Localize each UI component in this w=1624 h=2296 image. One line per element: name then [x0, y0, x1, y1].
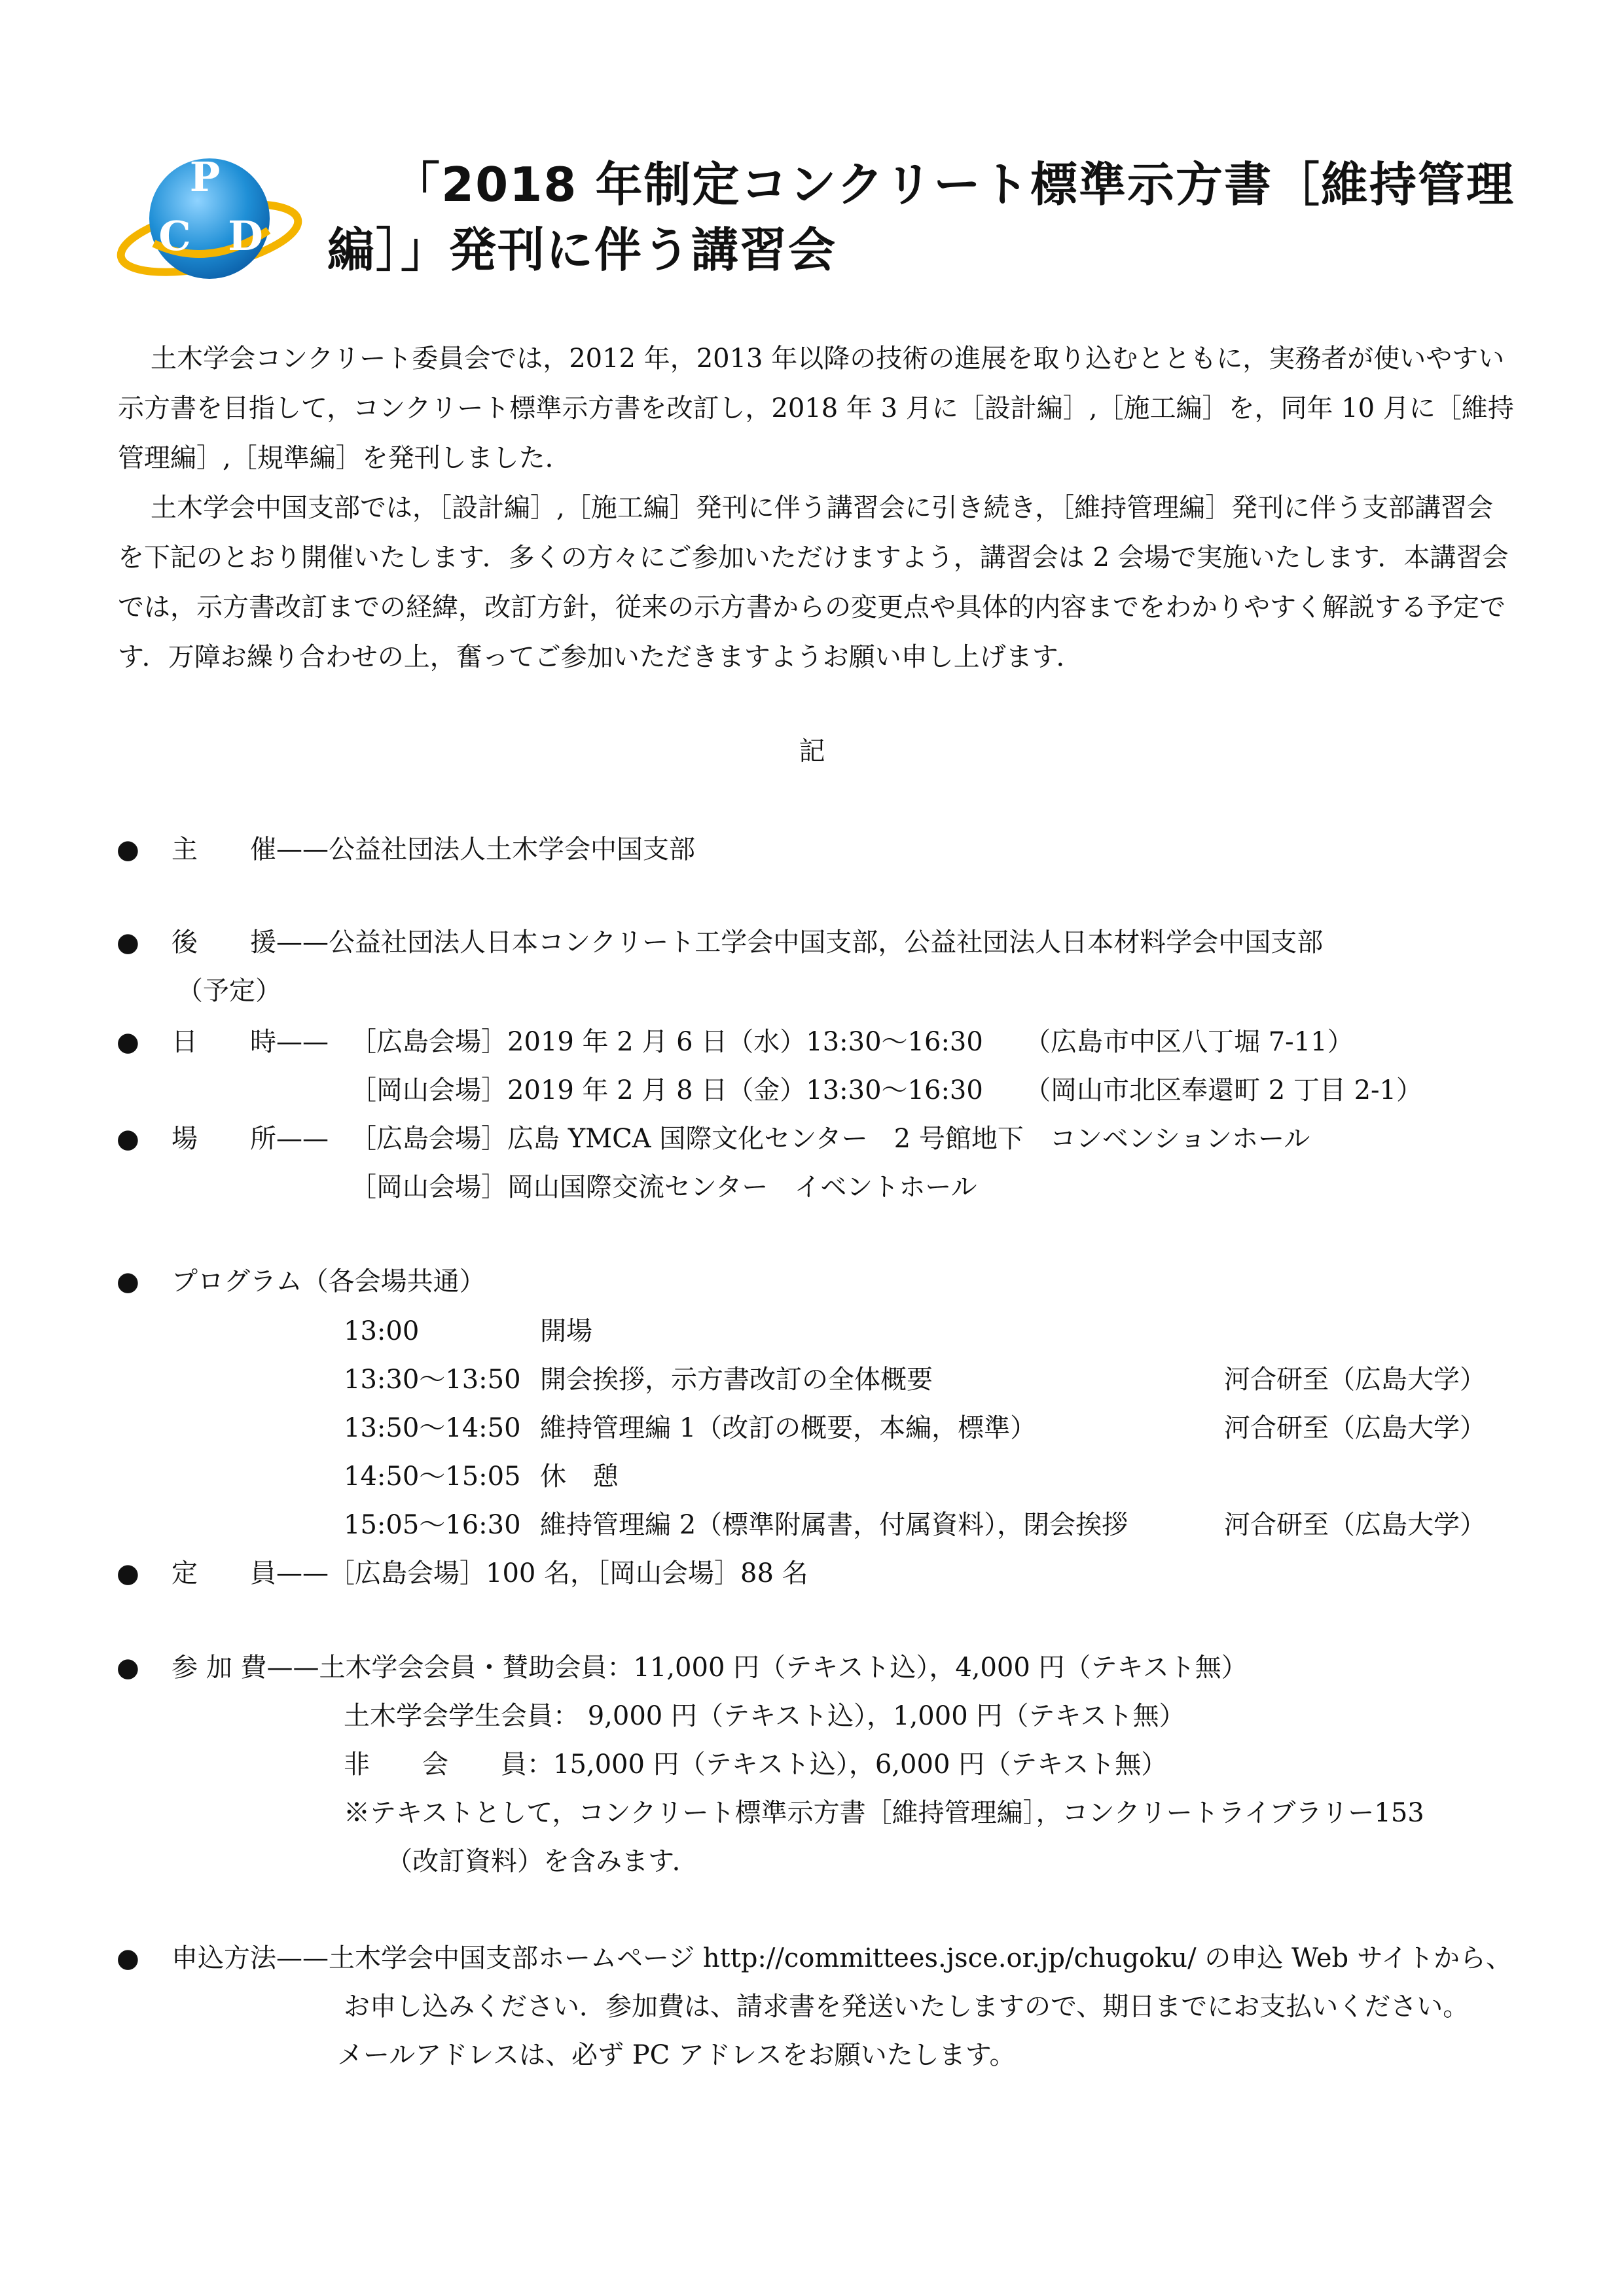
- bullet-icon: ●: [117, 1027, 139, 1057]
- program-time: 14:50～15:05: [344, 1462, 521, 1492]
- datetime-addr-hiroshima: （広島市中区八丁堀 7-11）: [1024, 1027, 1354, 1057]
- host-row: [171, 830, 695, 869]
- capacity-dash: ——: [276, 1558, 329, 1588]
- title-line-2: 編］」発刊に伴う講習会: [327, 223, 837, 278]
- datetime-dash: ——: [276, 1027, 329, 1057]
- apply-dash: ——: [276, 1943, 329, 1973]
- program-speaker: 河合研至（広島大学）: [1224, 1510, 1486, 1540]
- fee-note-cont: （改訂資料）を含みます．: [386, 1846, 698, 1876]
- host-label: 主 催: [171, 834, 276, 865]
- apply-label: 申込方法: [171, 1943, 276, 1973]
- venue-label: 場 所: [171, 1124, 276, 1154]
- fee-label: 参 加 費: [171, 1653, 267, 1683]
- program-content: 開場: [540, 1316, 592, 1346]
- program-speaker: 河合研至（広島大学）: [1224, 1413, 1486, 1443]
- program-content: 維持管理編 1（改訂の概要，本編，標準）: [540, 1413, 1037, 1443]
- bullet-icon: ●: [117, 1558, 139, 1588]
- capacity-value: ［広島会場］100 名，［岡山会場］88 名: [329, 1558, 808, 1588]
- program-speaker: 河合研至（広島大学）: [1224, 1365, 1486, 1395]
- datetime-addr-okayama: （岡山市北区奉還町 2 丁目 2-1）: [1024, 1075, 1423, 1105]
- program-content: 開会挨拶，示方書改訂の全体概要: [540, 1365, 933, 1395]
- support-note: （予定）: [177, 976, 281, 1006]
- support-row: [171, 923, 1323, 962]
- program-time: 13:50～14:50: [344, 1413, 521, 1443]
- jsce-chugoku-logo: [115, 145, 304, 296]
- host-dash: ——: [276, 834, 329, 865]
- venue-dash: ——: [276, 1124, 329, 1154]
- datetime-line-hiroshima: ［広島会場］2019 年 2 月 6 日（水）13:30～16:30: [350, 1027, 983, 1057]
- support-dash: ——: [276, 927, 329, 958]
- venue-line-hiroshima: ［広島会場］広島 YMCA 国際文化センター 2 号館地下 コンベンションホール: [350, 1124, 1310, 1154]
- apply-row: [171, 1939, 1512, 1978]
- datetime-line-okayama: ［岡山会場］2019 年 2 月 8 日（金）13:30～16:30: [350, 1075, 983, 1105]
- ki-heading: 記: [799, 736, 825, 766]
- venue-line-okayama: ［岡山会場］岡山国際交流センター イベントホール: [350, 1172, 977, 1202]
- venue-row: [171, 1119, 329, 1158]
- apply-line-3: メールアドレスは、必ず PC アドレスをお願いたします。: [337, 2040, 1016, 2070]
- fee-line-nonmember: 非 会 員：15,000 円（テキスト込），6,000 円（テキスト無）: [344, 1749, 1168, 1780]
- intro-paragraph-2: 土木学会中国支部では，［設計編］,［施工編］発刊に伴う講習会に引き続き，［維持管理編］発刊に伴う支部講習会を下記のとおり開催いたします．多くの方々にご参加いただけますよう，講習会は 2 会場で実施いたします．本講習会では，示方書改訂までの経緯，改訂方針，従来の示方書からの変更点や具体的内容までをわかりやすく解説する予定です．万障お繰り合わせの上，奮ってご参加いただきますようお願い申し上げます．: [118, 493, 1509, 672]
- datetime-label: 日 時: [171, 1027, 276, 1057]
- bullet-icon: ●: [117, 927, 139, 958]
- bullet-icon: ●: [117, 834, 139, 865]
- title-line-1: 「2018 年制定コンクリート標準示方書［維持管理: [393, 157, 1515, 212]
- bullet-icon: ●: [117, 1943, 139, 1973]
- fee-line-member: 土木学会会員・賛助会員：11,000 円（テキスト込），4,000 円（テキスト無）: [319, 1653, 1248, 1683]
- bullet-icon: ●: [117, 1266, 139, 1297]
- program-time: 13:00: [344, 1316, 420, 1346]
- fee-line-student: 土木学会学生会員： 9,000 円（テキスト込），1,000 円（テキスト無）: [344, 1701, 1185, 1731]
- program-time: 13:30～13:50: [344, 1365, 521, 1395]
- capacity-row: [171, 1554, 808, 1593]
- program-time: 15:05～16:30: [344, 1510, 521, 1540]
- datetime-row: [171, 1022, 329, 1062]
- bullet-icon: ●: [117, 1653, 139, 1683]
- program-content: 維持管理編 2（標準附属書，付属資料），閉会挨拶: [540, 1510, 1128, 1540]
- program-content: 休 憩: [540, 1462, 619, 1492]
- support-label: 後 援: [171, 927, 276, 958]
- intro-text: [118, 334, 1519, 682]
- apply-line-2: お申し込みください．参加費は、請求書を発送いたしますので、期日までにお支払いください。: [344, 1992, 1470, 2022]
- host-value: 公益社団法人土木学会中国支部: [329, 834, 695, 865]
- intro-paragraph-1: 土木学会コンクリート委員会では，2012 年，2013 年以降の技術の進展を取り込むとともに，実務者が使いやすい示方書を目指して，コンクリート標準示方書を改訂し，2018 年 3 月に［設計編］,［施工編］を，同年 10 月に［維持管理編］,［規準編］を発刊しました．: [118, 344, 1514, 473]
- svg-text:P: P: [189, 153, 221, 201]
- apply-line-1: 土木学会中国支部ホームページ http://committees.jsce.or.jp/chugoku/ の申込 Web サイトから、: [329, 1943, 1513, 1973]
- page-title: [327, 152, 1525, 283]
- support-value: 公益社団法人日本コンクリート工学会中国支部，公益社団法人日本材料学会中国支部: [329, 927, 1324, 958]
- capacity-label: 定 員: [171, 1558, 276, 1588]
- program-label: プログラム（各会場共通）: [171, 1266, 486, 1297]
- fee-note: ※テキストとして，コンクリート標準示方書［維持管理編］，コンクリートライブラリー153: [344, 1798, 1424, 1828]
- bullet-icon: ●: [117, 1124, 139, 1154]
- svg-text:D: D: [228, 212, 263, 260]
- fee-row: [171, 1648, 1248, 1687]
- svg-text:C: C: [158, 212, 191, 260]
- fee-dash: ——: [266, 1653, 319, 1683]
